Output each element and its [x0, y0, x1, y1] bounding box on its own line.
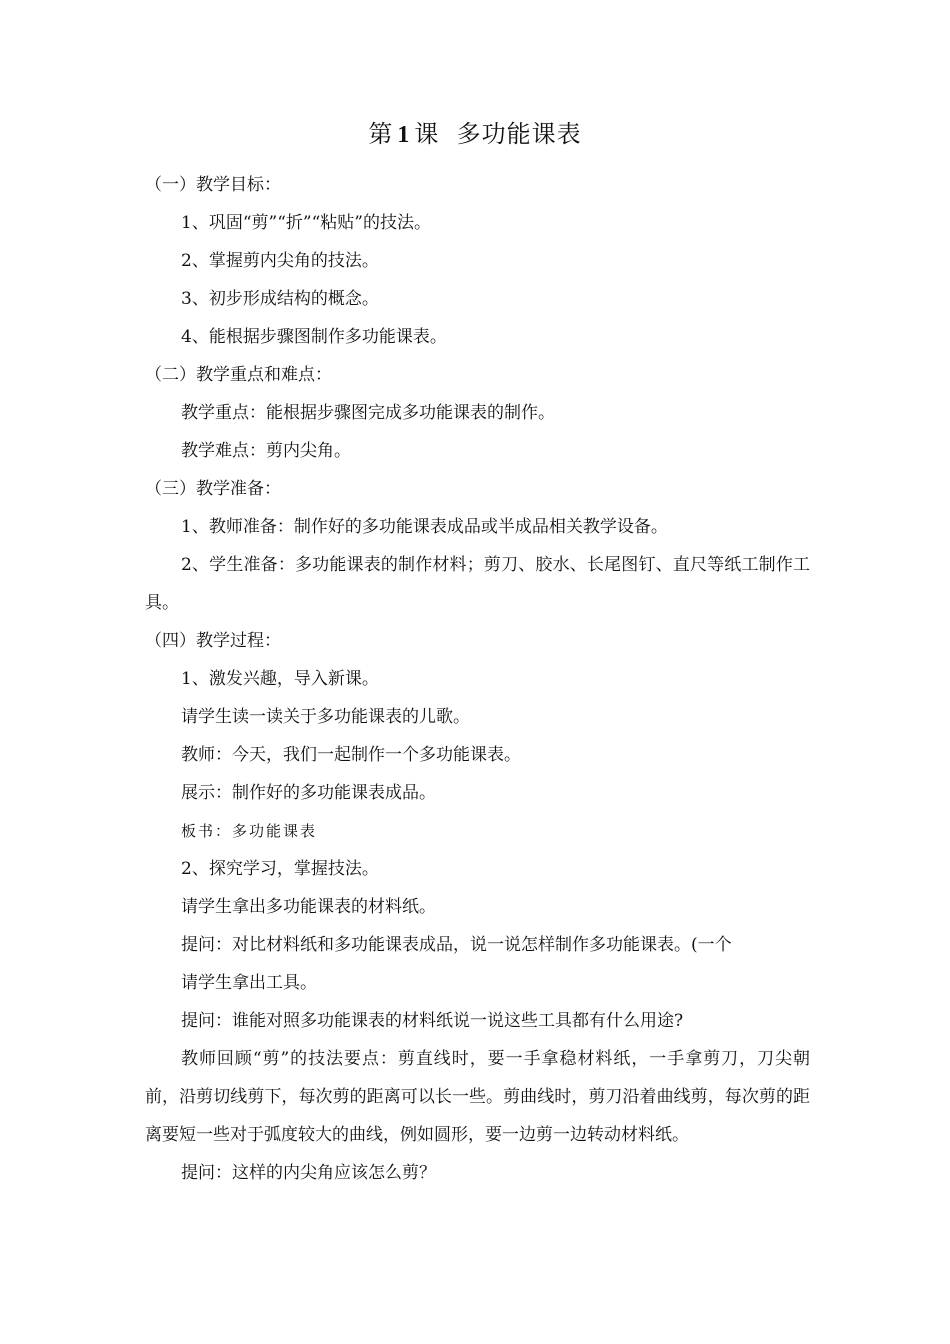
document-body — [145, 166, 810, 1192]
process-item: 请学生读一读关于多功能课表的儿歌。 — [181, 707, 470, 727]
section-heading-objectives: （一）教学目标： — [145, 175, 281, 195]
section-heading-process: （四）教学过程： — [145, 631, 281, 651]
process-item: 展示：制作好的多功能课表成品。 — [181, 783, 436, 803]
title-number: 1 — [397, 122, 411, 148]
section-heading-key-points: （二）教学重点和难点： — [145, 365, 332, 385]
blackboard-note: 板书：多功能课表 — [181, 822, 318, 840]
preparation-item: 2、学生准备：多功能课表的制作材料；剪刀、胶水、长尾图钉、直尺等纸工制作工具。 — [145, 555, 810, 613]
process-item: 2、探究学习，掌握技法。 — [181, 859, 379, 879]
process-item: 提问：这样的内尖角应该怎么剪？ — [181, 1163, 436, 1183]
objective-item: 2、掌握剪内尖角的技法。 — [181, 251, 379, 271]
page-title — [0, 116, 950, 153]
preparation-item: 1、教师准备：制作好的多功能课表成品或半成品相关教学设备。 — [181, 517, 668, 537]
process-item: 提问：对比材料纸和多功能课表成品，说一说怎样制作多功能课表。(一个 — [181, 935, 732, 955]
process-item: 教师回顾“剪”的技法要点：剪直线时，要一手拿稳材料纸，一手拿剪刀，刀尖朝前，沿剪切线剪下，每次剪的距离可以长一些。剪曲线时，剪刀沿着曲线剪，每次剪的距离要短一些对于弧度较大的曲线，例如圆形，要一边剪一边转动材料纸。 — [145, 1049, 810, 1145]
key-point-item: 教学重点：能根据步骤图完成多功能课表的制作。 — [181, 403, 555, 423]
process-item: 1、激发兴趣，导入新课。 — [181, 669, 379, 689]
process-item: 请学生拿出多功能课表的材料纸。 — [181, 897, 436, 917]
title-prefix: 第 — [368, 120, 394, 148]
objective-item: 1、巩固“剪”“折”“粘贴”的技法。 — [181, 213, 431, 233]
section-heading-preparation: （三）教学准备： — [145, 479, 281, 499]
process-item: 请学生拿出工具。 — [181, 973, 317, 993]
process-item: 提问：谁能对照多功能课表的材料纸说一说这些工具都有什么用途? — [181, 1011, 684, 1031]
title-suffix: 课 多功能课表 — [414, 120, 582, 148]
key-point-item: 教学难点：剪内尖角。 — [181, 441, 351, 461]
process-item: 教师：今天，我们一起制作一个多功能课表。 — [181, 745, 521, 765]
objective-item: 3、初步形成结构的概念。 — [181, 289, 379, 309]
objective-item: 4、能根据步骤图制作多功能课表。 — [181, 327, 447, 347]
